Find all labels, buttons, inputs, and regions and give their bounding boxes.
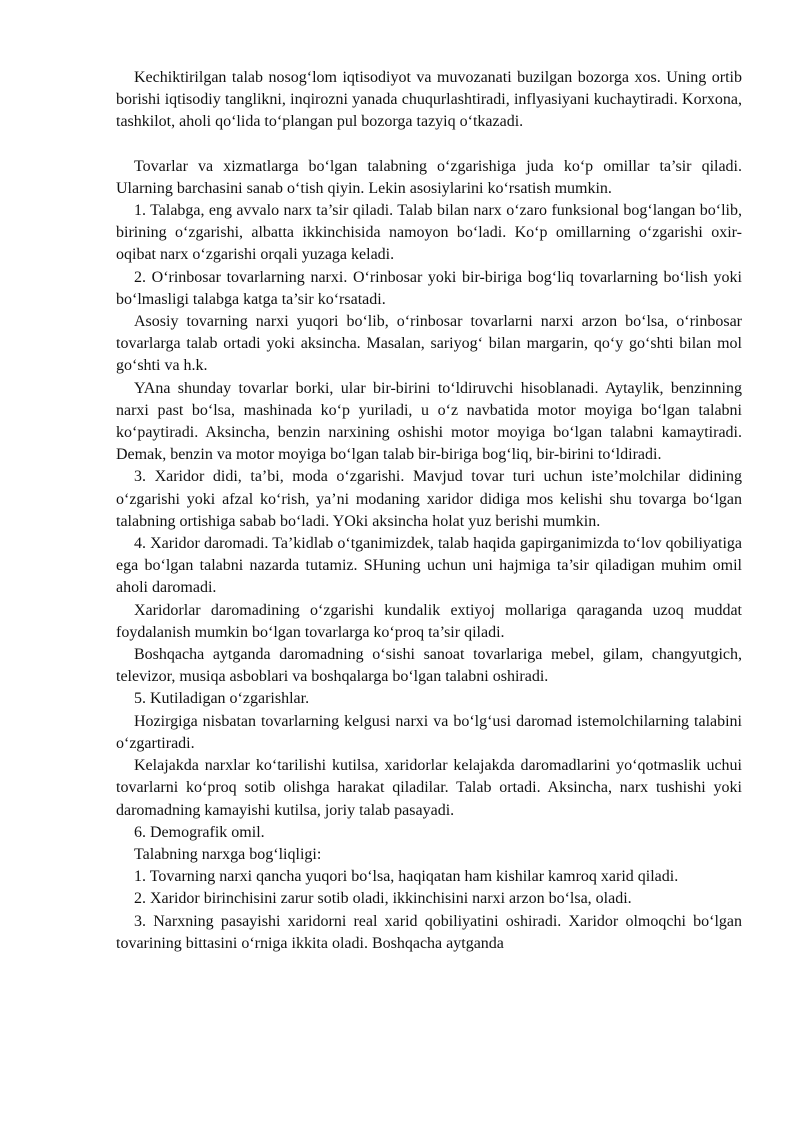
paragraph-income-growth: Boshqacha aytganda daromadning o‘sishi sanoat tovarlariga mebel, gilam, changyutgich, televizor, musiqa asboblari va boshqalarga bo‘lgan talabni oshiradi. [116, 646, 742, 686]
paragraph-price-dependence-1: 1. Tovarning narxi qancha yuqori bo‘lsa, haqiqatan ham kishilar kamroq xarid qiladi. [134, 868, 679, 886]
paragraph-complements: YAna shunday tovarlar borki, ular bir-birini to‘ldiruvchi hisoblanadi. Aytaylik, benzinning narxi past bo‘lsa, mashinada ko‘p yuriladi, u o‘z navbatida motor moyiga bo‘lgan talabni ko‘paytiradi. Aksincha, benzin narxining oshishi motor moyiga bo‘lgan talabni kamaytiradi. Demak, benzin va motor moyiga bo‘lgan talab bir-biriga bog‘liq, bir-birini to‘ldiradi. [116, 379, 742, 464]
paragraph-substitutes-example: Asosiy tovarning narxi yuqori bo‘lib, o‘rinbosar tovarlarni narxi arzon bo‘lsa, o‘rinbosar tovarlarga talab ortadi yoki aksincha. Masalan, sariyog‘ bilan margarin, qo‘y go‘shti bilan mol go‘shti va h.k. [116, 313, 742, 375]
paragraph-price-dependence-2: 2. Xaridor birinchisini zarur sotib oladi, ikkinchisini narxi arzon bo‘lsa, oladi. [134, 890, 632, 908]
paragraph-expectations-detail: Hozirgiga nisbatan tovarlarning kelgusi narxi va bo‘lg‘usi daromad istemolchilarning talabini o‘zgartiradi. [116, 712, 742, 752]
paragraph-factor-income: 4. Xaridor daromadi. Ta’kidlab o‘tganimizdek, talab haqida gapirganimizda to‘lov qobiliyatiga ega bo‘lgan talabni nazarda tutamiz. SHuning uchun uni hajmiga ta’sir qiladigan muhim omil aholi daromadi. [116, 535, 742, 597]
paragraph-price-dependence-heading: Talabning narxga bog‘liqligi: [134, 845, 322, 863]
paragraph-factor-substitutes: 2. O‘rinbosar tovarlarning narxi. O‘rinbosar yoki bir-biriga bog‘liq tovarlarning bo‘lish yoki bo‘lmasligi talabga katga ta’sir ko‘rsatadi. [116, 268, 742, 308]
paragraph-factor-expectations: 5. Kutiladigan o‘zgarishlar. [134, 690, 310, 708]
paragraph-expectations-example: Kelajakda narxlar ko‘tarilishi kutilsa, xaridorlar kelajakda daromadlarini yo‘qotmaslik uchui tovarlarni ko‘proq sotib olishga harakat qiladilar. Talab ortadi. Aksincha, narx tushishi yoki daromadning kamayishi kutilsa, joriy talab pasayadi. [116, 757, 742, 819]
paragraph-income-durables: Xaridorlar daromadining o‘zgarishi kundalik extiyoj mollariga qaraganda uzoq muddat foydalanish mumkin bo‘lgan tovarlarga ko‘proq ta’sir qiladi. [116, 601, 742, 641]
paragraph-deferred-demand: Kechiktirilgan talab nosog‘lom iqtisodiyot va muvozanati buzilgan bozorga xos. Uning ortib borishi iqtisodiy tanglikni, inqirozni yanada chuqurlashtiradi, inflyasiyani kuchaytiradi. Korxona, tashkilot, aholi qo‘lida to‘plangan pul bozorga tazyiq o‘tkazadi. [116, 69, 742, 131]
paragraph-factor-price: 1. Talabga, eng avvalo narx ta’sir qiladi. Talab bilan narx o‘zaro funksional bog‘langan bo‘lib, birining o‘zgarishi, albatta ikkinchisida namoyon bo‘ladi. Ko‘p omillarning o‘zgarishi oxir-oqibat narx o‘zgarishi orqali yuzaga keladi. [116, 202, 742, 264]
paragraph-factor-demographic: 6. Demografik omil. [134, 823, 265, 841]
paragraph-factor-taste: 3. Xaridor didi, ta’bi, moda o‘zgarishi. Mavjud tovar turi uchun iste’molchilar didining o‘zgarishi yoki afzal ko‘rish, ya’ni modaning xaridor didiga mos kelishi shu tovarga bo‘lgan talabning ortishiga sabab bo‘ladi. YOki aksincha holat yuz berishi mumkin. [116, 468, 742, 530]
paragraph-demand-factors-intro: Tovarlar va xizmatlarga bo‘lgan talabning o‘zgarishiga juda ko‘p omillar ta’sir qiladi. Ularning barchasini sanab o‘tish qiyin. Lekin asosiylarini ko‘rsatish mumkin. [116, 157, 742, 197]
document-page [116, 67, 742, 955]
paragraph-price-dependence-3: 3. Narxning pasayishi xaridorni real xarid qobiliyatini oshiradi. Xaridor olmoqchi bo‘lgan tovarining bittasini o‘rniga ikkita oladi. Boshqacha aytganda [116, 912, 742, 952]
